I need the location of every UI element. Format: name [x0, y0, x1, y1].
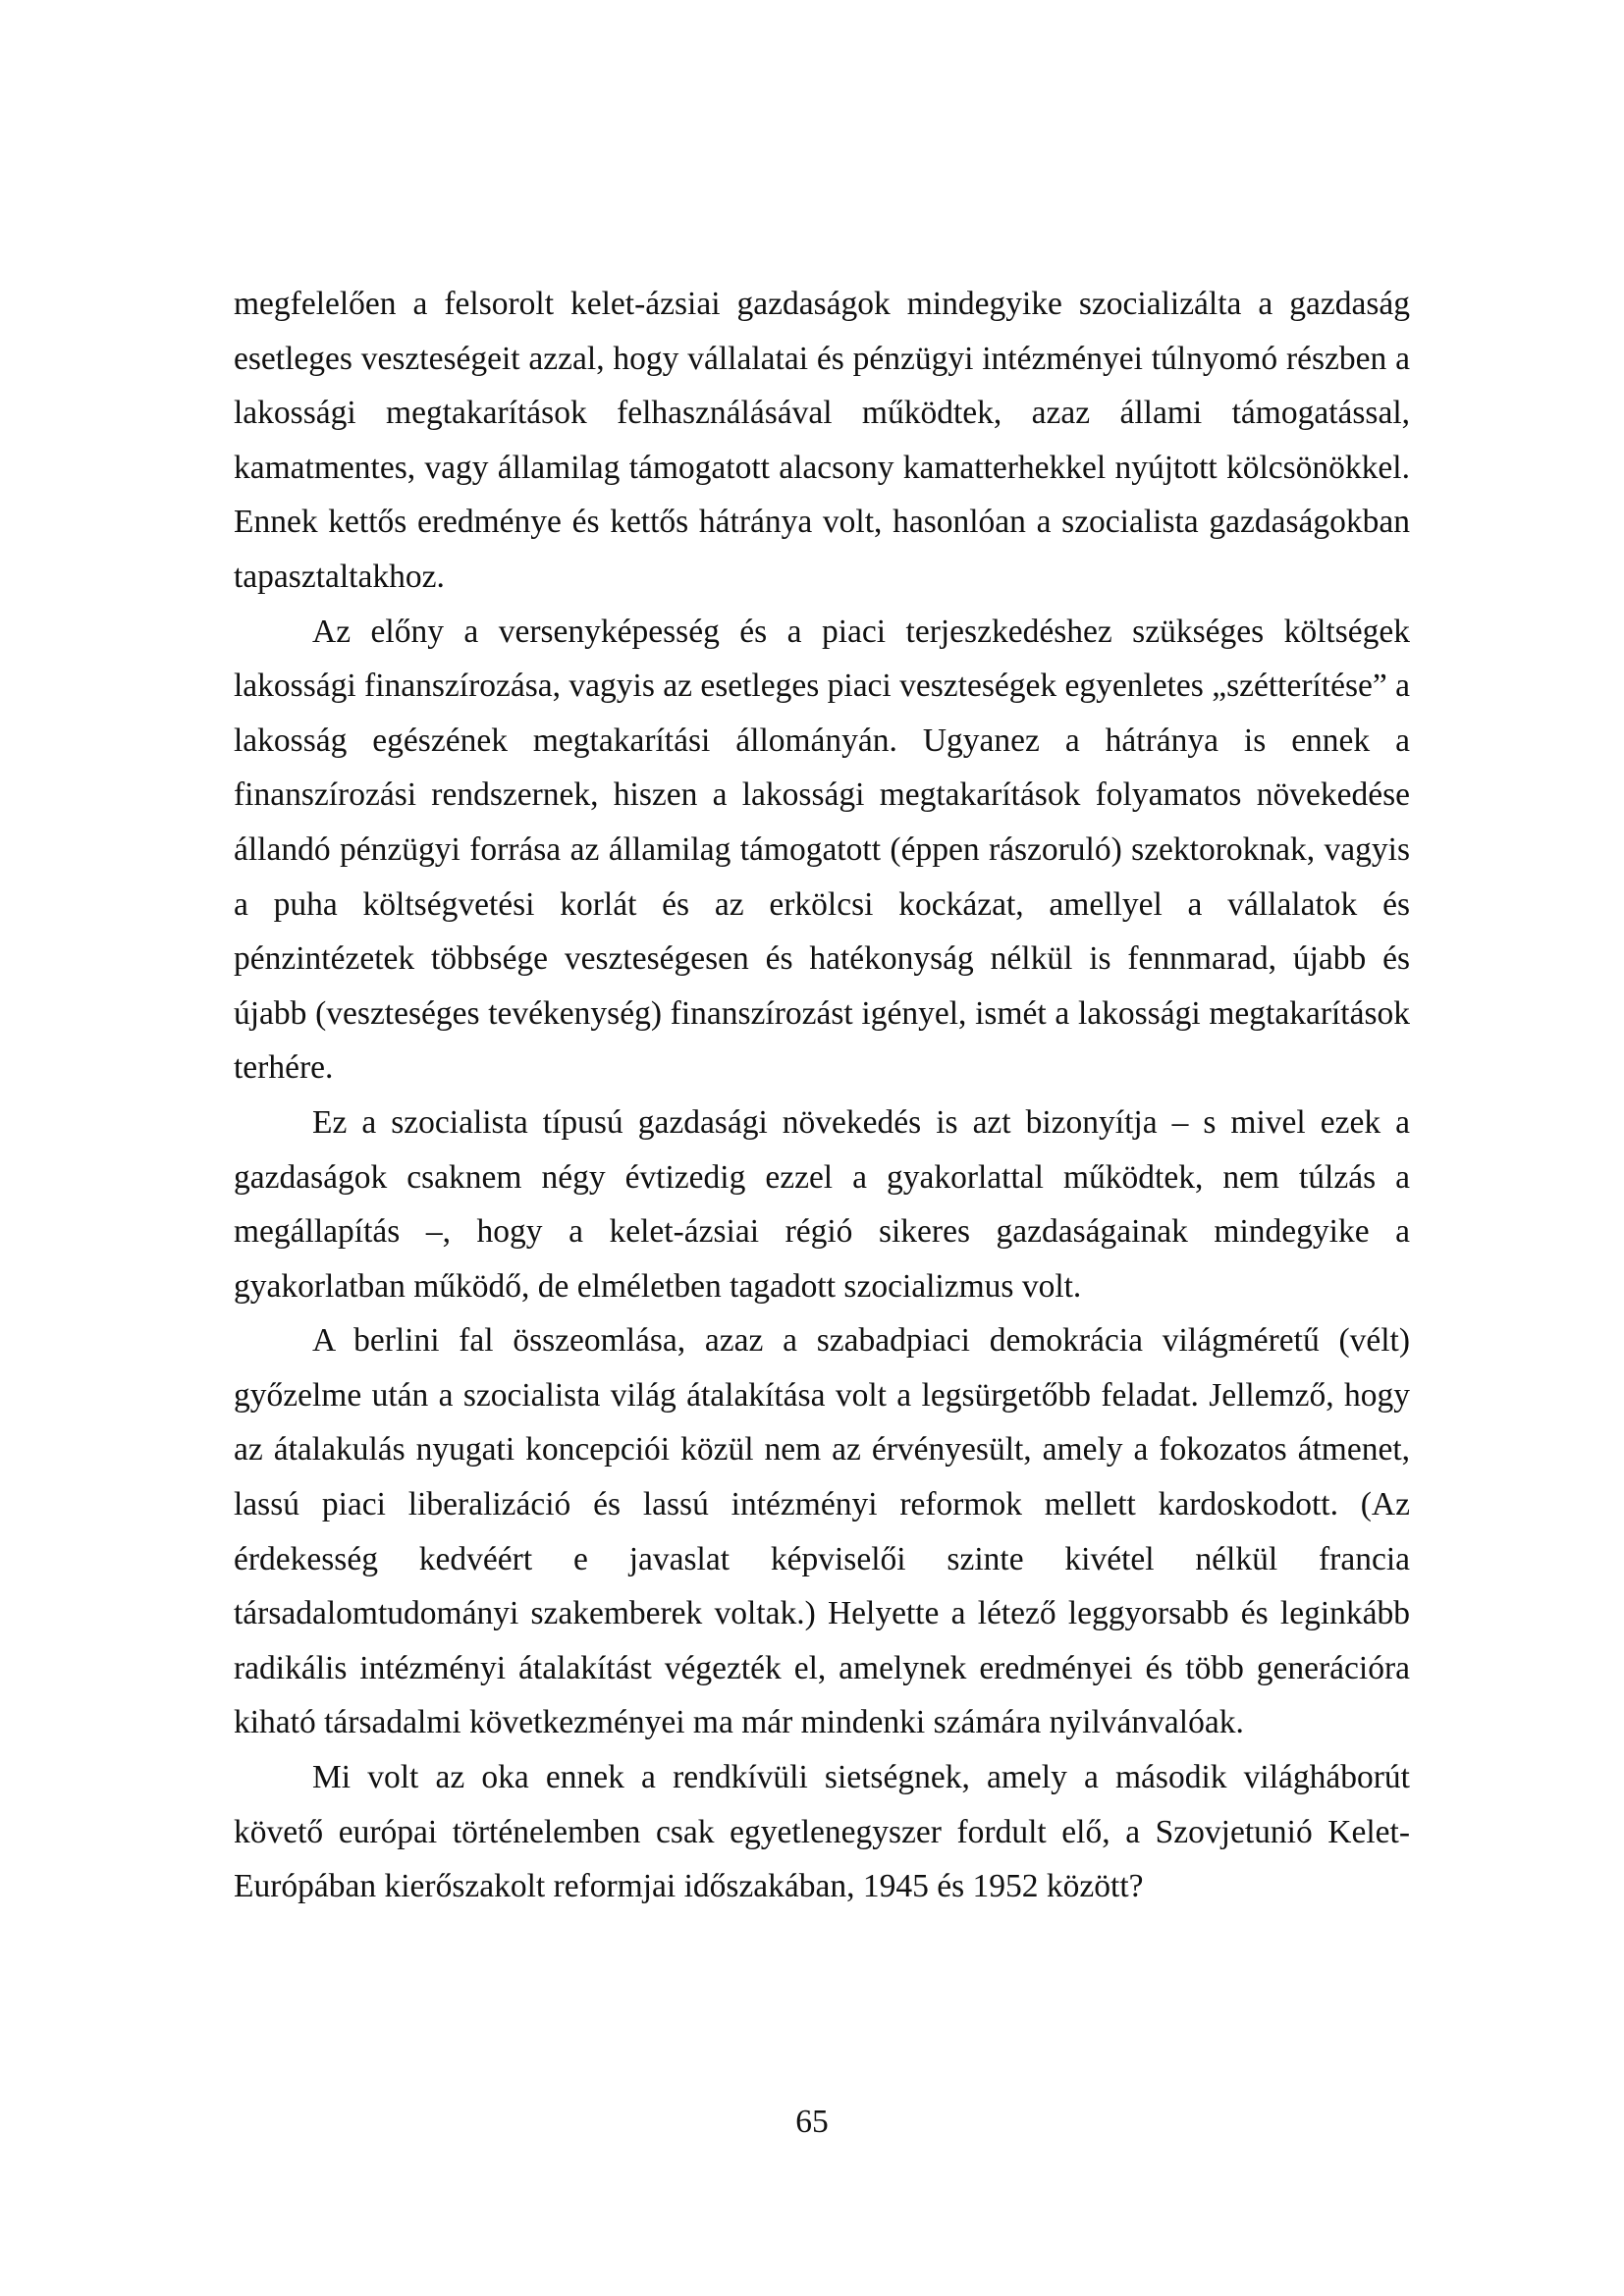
paragraph-berlin-wall: A berlini fal összeomlása, azaz a szabadpiaci demokrácia világméretű (vélt) győzelme után a szocialista világ átalakítása volt a legsürgetőbb feladat. Jellemző, hogy az átalakulás nyugati koncepciói közül nem az érvényesült, amely a fokozatos átmenet, lassú piaci liberalizáció és lassú intézményi reformok mellett kardoskodott. (Az érdekesség kedvéért e javaslat képviselői szinte kivétel nélkül francia társadalomtudományi szakemberek voltak.) Helyette a létező leggyorsabb és leginkább radikális intézményi átalakítást végezték el, amelynek eredményei és több generációra kiható társadalmi következményei ma már mindenki számára nyilvánvalóak. — [234, 1322, 1410, 1741]
paragraph-question: Mi volt az oka ennek a rendkívüli sietségnek, amely a második világháborút követő európai történelemben csak egyetlenegyszer fordult elő, a Szovjetunió Kelet-Európában kierőszakolt reformjai időszakában, 1945 és 1952 között? — [234, 1759, 1410, 1905]
page-number: 65 — [795, 2104, 829, 2140]
paragraph-advantage: Az előny a versenyképesség és a piaci terjeszkedéshez szükséges költségek lakossági finanszírozása, vagyis az esetleges piaci veszteségek egyenletes „szétterítése” a lakosság egészének megtakarítási állományán. Ugyanez a hátránya is ennek a finanszírozási rendszernek, hiszen a lakossági megtakarítások folyamatos növekedése állandó pénzügyi forrása az államilag támogatott (éppen rászoruló) szektoroknak, vagyis a puha költségvetési korlát és az erkölcsi kockázat, amellyel a vállalatok és pénzintézetek többsége veszteségesen és hatékonyság nélkül is fennmarad, újabb és újabb (veszteséges tevékenység) finanszírozást igényel, ismét a lakossági megtakarítások terhére. — [234, 613, 1411, 1087]
paragraph-continuation: megfelelően a felsorolt kelet-ázsiai gazdaságok mindegyike szocializálta a gazdaság esetleges veszteségeit azzal, hogy vállalatai és pénzügyi intézményei túlnyomó részben a lakossági megtakarítások felhasználásával működtek, azaz állami támogatással, kamatmentes, vagy államilag támogatott alacsony kamatterhekkel nyújtott kölcsönökkel. Ennek kettős eredménye és kettős hátránya volt, hasonlóan a szocialista gazdaságokban tapasztaltakhoz. — [234, 286, 1410, 595]
body-text — [234, 277, 1410, 1914]
paragraph-socialist-growth: Ez a szocialista típusú gazdasági növekedés is azt bizonyítja – s mivel ezek a gazdaságok csaknem négy évtizedig ezzel a gyakorlattal működtek, nem túlzás a megállapítás –, hogy a kelet-ázsiai régió sikeres gazdaságainak mindegyike a gyakorlatban működő, de elméletben tagadott szocializmus volt. — [234, 1103, 1410, 1305]
